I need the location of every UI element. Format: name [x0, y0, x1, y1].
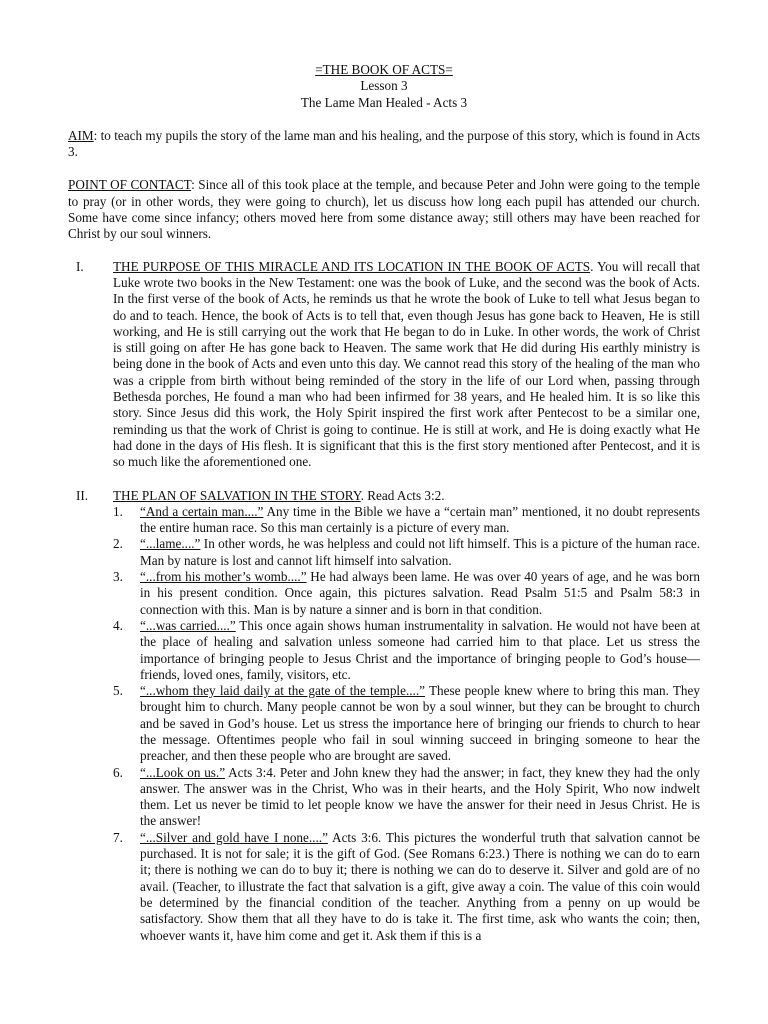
section-two [68, 488, 700, 944]
list-item [113, 569, 700, 618]
section-two-text: . Read Acts 3:2. [360, 487, 445, 503]
section-one-text: . You will recall that Luke wrote two books in the New Testament: one was the book of Luke, and the second was the book of Acts. In the first verse of the book of Acts, he reminds us that he wrote the book of Luke to tell what Jesus began to do and to teach. Hence, the book of Acts is to tell that, even though Jesus has gone back to Heaven, He is still working, and He is still carrying out the work that He began to do in Luke. In other words, the work of Christ is still going on after He has gone back to Heaven. The same work that He did during His earthly ministry is being done in the book of Acts and even unto this day. We cannot read this story of the healing of the man who was a cripple from birth without being reminded of the story in the life of our Lord when, passing through Bethesda porches, He found a man who had been infirmed for 38 years, and He healed him. It is so like this story. Since Jesus did this work, the Holy Spirit inspired the first work after Pentecost to be a similar one, reminding us that the work of Christ is going to continue. He is still at work, and He is doing exactly what He had done in the days of His flesh. It is significant that this is the first story mentioned after Pentecost, and it is so much like the aforementioned one. [113, 258, 700, 470]
list-item-number: 3. [113, 569, 123, 585]
section-two-intro [113, 488, 700, 504]
list-item-number: 1. [113, 503, 123, 519]
list-item-text: Any time in the Bible we have a “certain man” mentioned, it no doubt represents the entire human race. So this man certainly is a picture of every man. [140, 503, 700, 536]
list-item-text: These people knew where to bring this man. They brought him to church. Many people cannot be won by a soul winner, but they can be brought to church and be saved in God’s house. Let us stress the importance here of bringing our friends to church to hear the message. Oftentimes people who fail in soul winning succeed in bringing someone to hear the preacher, and then these people who are brought are saved. [140, 683, 700, 764]
section-one-heading: THE PURPOSE OF THIS MIRACLE AND ITS LOCATION IN THE BOOK OF ACTS [113, 258, 591, 274]
list-item [113, 830, 700, 944]
section-one [68, 259, 700, 471]
section-two-numeral: II. [76, 487, 89, 503]
list-item-quote: “...Silver and gold have I none....” [140, 829, 328, 845]
list-item [113, 683, 700, 764]
list-item-quote: “...lame....” [140, 536, 201, 552]
list-item-quote: “...from his mother’s womb....” [140, 569, 307, 585]
list-item-number: 2. [113, 536, 123, 552]
aim-label: AIM [68, 127, 94, 143]
list-item-quote: “...whom they laid daily at the gate of the temple....” [140, 683, 425, 699]
point-of-contact-label: POINT OF CONTACT [68, 177, 192, 193]
list-item [113, 504, 700, 537]
list-item-number: 4. [113, 617, 123, 633]
list-item [113, 536, 700, 569]
section-two-heading: THE PLAN OF SALVATION IN THE STORY [113, 487, 361, 503]
list-item-text: Acts 3:4. Peter and John knew they had the answer; in fact, they knew they had the only answer. The answer was in the Christ, Who was in their hearts, and the Holy Spirit, Who now indwelt them. Let us never be timid to let people know we have the answer for their need in Jesus Christ. He is the answer! [140, 764, 700, 829]
section-one-numeral: I. [76, 258, 84, 274]
aim-paragraph [68, 128, 700, 161]
aim-text: : to teach my pupils the story of the lame man and his healing, and the purpose of this story, which is found in Acts 3. [68, 127, 700, 160]
section-one-body [113, 259, 700, 471]
point-of-contact-text: : Since all of this took place at the temple, and because Peter and John were going to the temple to pray (or in other words, they were going to church), let us discuss how long each pupil has attended our church. Some have come since infancy; others moved here from some distance away; still others may have been reached for Christ by our soul winners. [68, 177, 700, 242]
list-item-number: 7. [113, 829, 123, 845]
list-item-text: This once again shows human instrumentality in salvation. He would not have been at the place of healing and salvation unless someone had carried him to that place. Let us stress the importance of bringing people to Jesus Christ and the importance of bringing people to God’s house—friends, loved ones, family, visitors, etc. [140, 617, 700, 682]
lesson-header [68, 62, 700, 111]
point-of-contact-paragraph [68, 177, 700, 242]
list-item [113, 765, 700, 830]
list-item-quote: “And a certain man....” [140, 503, 264, 519]
list-item-text: In other words, he was helpless and could not lift himself. This is a picture of the human race. Man by nature is lost and cannot lift himself into salvation. [140, 536, 700, 568]
list-item [113, 618, 700, 683]
list-item-quote: “...was carried....” [140, 617, 236, 633]
list-item-text: Acts 3:6. This pictures the wonderful truth that salvation cannot be purchased. It is not for sale; it is the gift of God. (See Romans 6:23.) There is nothing we can do to earn it; there is nothing we can do to buy it; there is nothing we can do to deserve it. Silver and gold are of no avail. (Teacher, to illustrate the fact that salvation is a gift, give away a coin. The value of this coin would be determined by the financial condition of the teacher. Anything from a penny on up would be satisfactory. Show them that all they have to do is take it. The first time, ask who wants the coin; then, whoever wants it, have him come and get it. Ask them if this is a [140, 829, 700, 943]
list-item-number: 5. [113, 683, 123, 699]
lesson-number: Lesson 3 [360, 78, 408, 94]
list-item-quote: “...Look on us.” [140, 764, 226, 780]
salvation-list [113, 504, 700, 944]
document-title: =THE BOOK OF ACTS= [315, 62, 453, 77]
list-item-text: He had always been lame. He was over 40 years of age, and he was born in his present condition. Once again, this pictures salvation. Read Psalm 51:5 and Psalm 58:3 in connection with this. Man is by nature a sinner and is born in that condition. [140, 569, 701, 617]
list-item-number: 6. [113, 764, 123, 780]
lesson-subtitle: The Lame Man Healed - Acts 3 [300, 94, 468, 110]
